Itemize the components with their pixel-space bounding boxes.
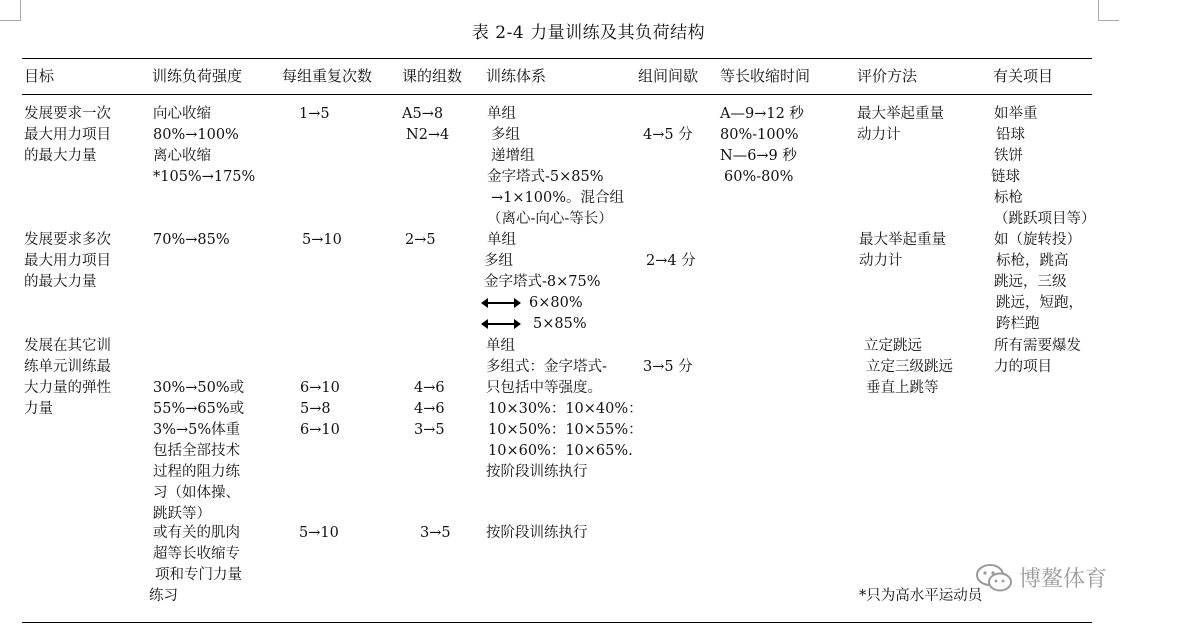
header-goal: 目标 — [24, 67, 55, 85]
row1-related: 如举重 铅球 铁饼 链球 标枪 （跳跃项目等） — [991, 106, 1096, 227]
footnote: *只为高水平运动员 — [859, 588, 983, 604]
header-rest: 组间间歇 — [638, 67, 699, 85]
header-isometric: 等长收缩时间 — [720, 67, 811, 85]
row3-related: 所有需要爆发 力的项目 — [994, 338, 1081, 375]
row1-rest: 4→5 分 — [643, 127, 693, 143]
header-related: 有关项目 — [993, 67, 1054, 85]
header-reps: 每组重复次数 — [282, 67, 373, 85]
row4-system: 按阶段训练执行 — [486, 525, 588, 541]
watermark — [975, 562, 1107, 593]
row1-isometric: A—9→12 秒 80%-100% N—6→9 秒 60%-80% — [720, 106, 804, 185]
row2-rest: 2→4 分 — [646, 253, 696, 269]
header-evaluation: 评价方法 — [857, 67, 918, 85]
row1-sets: A5→8 N2→4 — [402, 106, 450, 143]
row3-evaluation: 立定跳远 立定三级跳远 垂直上跳等 — [864, 338, 953, 396]
row1-evaluation: 最大举起重量 动力计 — [857, 106, 944, 143]
double-arrow-icon — [481, 318, 521, 330]
table-header-rule — [22, 94, 1092, 95]
row1-system: 单组 多组 递增组 金字塔式-5×85% →1×100%。混合组 （离心-向心-等长） — [487, 106, 624, 227]
double-arrow-icon — [481, 297, 521, 309]
row2-sets: 2→5 — [405, 232, 436, 248]
table-bottom-rule — [22, 622, 1092, 623]
row3-reps: 6→10 5→8 6→10 — [300, 380, 340, 438]
row2-reps: 5→10 — [302, 232, 342, 248]
header-sets: 课的组数 — [402, 67, 463, 85]
row2-system: 单组 多组 金字塔式-8×75% 6×80% 5×85% — [487, 230, 601, 335]
row3-system: 单组 多组式：金字塔式- 只包括中等强度。 10×30%：10×40%： 10×50%：10×55%： 10×60%：10×65%. 按阶段训练执行 — [486, 338, 643, 480]
row3-intensity: 30%→50%或 55%→65%或 3%→5%体重 包括全部技术 过程的阻力练 习（如体操、 跳跃等） — [153, 380, 245, 522]
row4-reps: 5→10 — [299, 525, 339, 541]
row3-sets: 4→6 4→6 3→5 — [414, 380, 445, 438]
row2-evaluation: 最大举起重量 动力计 — [859, 232, 946, 269]
header-system: 训练体系 — [486, 67, 547, 85]
wechat-icon — [975, 563, 1013, 593]
row2-related: 如（旋转投） 标枪，跳高 跳远，三级 跳远，短跑， 跨栏跑 — [994, 232, 1083, 332]
row1-intensity: 向心收缩 80%→100% 离心收缩 *105%→175% — [153, 106, 256, 185]
row2-goal: 发展要求多次 最大用力项目 的最大力量 — [24, 232, 111, 290]
row3-goal: 发展在其它训 练单元训练最 大力量的弹性 力量 — [24, 338, 111, 417]
row1-goal: 发展要求一次 最大用力项目 的最大力量 — [24, 106, 111, 164]
row4-sets: 3→5 — [420, 525, 451, 541]
header-intensity: 训练负荷强度 — [152, 67, 243, 85]
row3-rest: 3→5 分 — [643, 359, 693, 375]
table-title: 表 2-4 力量训练及其负荷结构 — [471, 23, 706, 43]
row2-intensity: 70%→85% — [153, 232, 230, 248]
row4-intensity: 或有关的肌肉 超等长收缩专 项和专门力量 练习 — [149, 525, 242, 604]
watermark-text: 博鳌体育 — [1019, 567, 1108, 592]
row1-reps: 1→5 — [299, 106, 330, 122]
table-top-rule — [22, 58, 1092, 59]
